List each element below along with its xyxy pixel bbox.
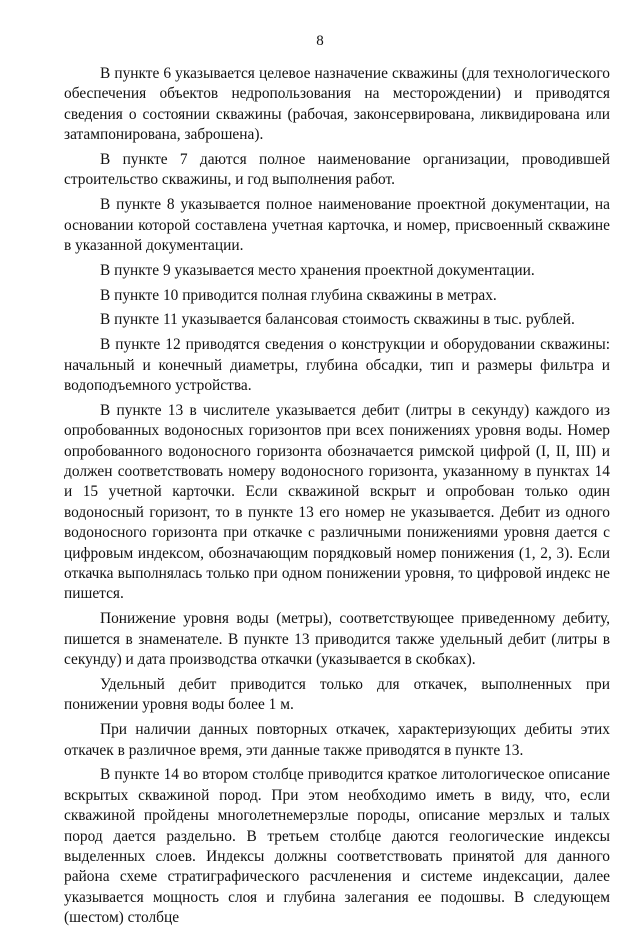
paragraph-item-12: В пункте 12 приводятся сведения о конструкции и оборудовании скважины: начальный и конечный диаметры, глубина обсадки, тип и размеры фильтра и водоподъемного устройства. [64, 336, 610, 395]
page-number: 8 [316, 33, 324, 49]
paragraph-item-10: В пункте 10 приводится полная глубина скважины в метрах. [100, 286, 497, 304]
paragraph-item-14: В пункте 14 во втором столбце приводится краткое литологическое описание вскрытых скважиной пород. При этом необходимо иметь в виду, что, если скважиной пройдены многолетнемерзлые породы, описание мерзлых и талых пород дается раздельно. В третьем столбце даются геологические индексы выделенных слоев. Индексы должны соответствовать принятой для данного района схеме стратиграфического расчленения и системе индексации, далее указывается мощность слоя и глубина залегания ее подошвы. В следующем (шестом) столбце [64, 766, 610, 927]
paragraph-specific-yield: Удельный дебит приводится только для откачек, выполненных при понижении уровня воды более 1 м. [64, 675, 610, 714]
paragraph-item-8: В пункте 8 указывается полное наименование проектной документации, на основании которой составлена учетная карточка, и номер, присвоенный скважине в указанной документации. [64, 196, 610, 255]
paragraph-repeated-pumping: При наличии данных повторных откачек, характеризующих дебиты этих откачек в различное время, эти данные также приводятся в пункте 13. [64, 721, 610, 759]
paragraph-item-13-denominator: Понижение уровня воды (метры), соответствующее приведенному дебиту, пишется в знаменателе. В пункте 13 приводится также удельный дебит (литры в секунду) и дата производства откачки (указывается в скобках). [64, 610, 610, 669]
paragraph-item-7: В пункте 7 даются полное наименование организации, проводившей строительство скважины, и год выполнения работ. [64, 151, 610, 189]
paragraph-item-9: В пункте 9 указывается место хранения проектной документации. [100, 261, 535, 279]
paragraph-item-13-numerator: В пункте 13 в числителе указывается дебит (литры в секунду) каждого из опробованных водоносных горизонтов при всех понижениях уровня воды. Номер опробованного водоносного горизонта обозначается римской цифрой (I, II, III) и должен соответствовать номеру водоносного горизонта, указанному в пунктах 14 и 15 учетной карточки. Если скважиной вскрыт и опробован только один водоносный горизонт, то в пункте 13 его номер не указывается. Дебит из одного водоносного горизонта при откачке с различными понижениями уровня дается с цифровым индексом, обозначающим порядковый номер понижения (1, 2, 3). Если откачка выполнялась только при одном понижении уровня, то цифровой индекс не пишется. [64, 401, 610, 603]
paragraph-item-11: В пункте 11 указывается балансовая стоимость скважины в тыс. рублей. [100, 311, 575, 329]
paragraph-item-6: В пункте 6 указывается целевое назначение скважины (для технологического обеспечения объектов недропользования на месторождении) и приводятся сведения о состоянии скважины (рабочая, законсервирована, ликвидирована или затампонирована, заброшена). [64, 65, 610, 144]
document-body [64, 64, 610, 933]
